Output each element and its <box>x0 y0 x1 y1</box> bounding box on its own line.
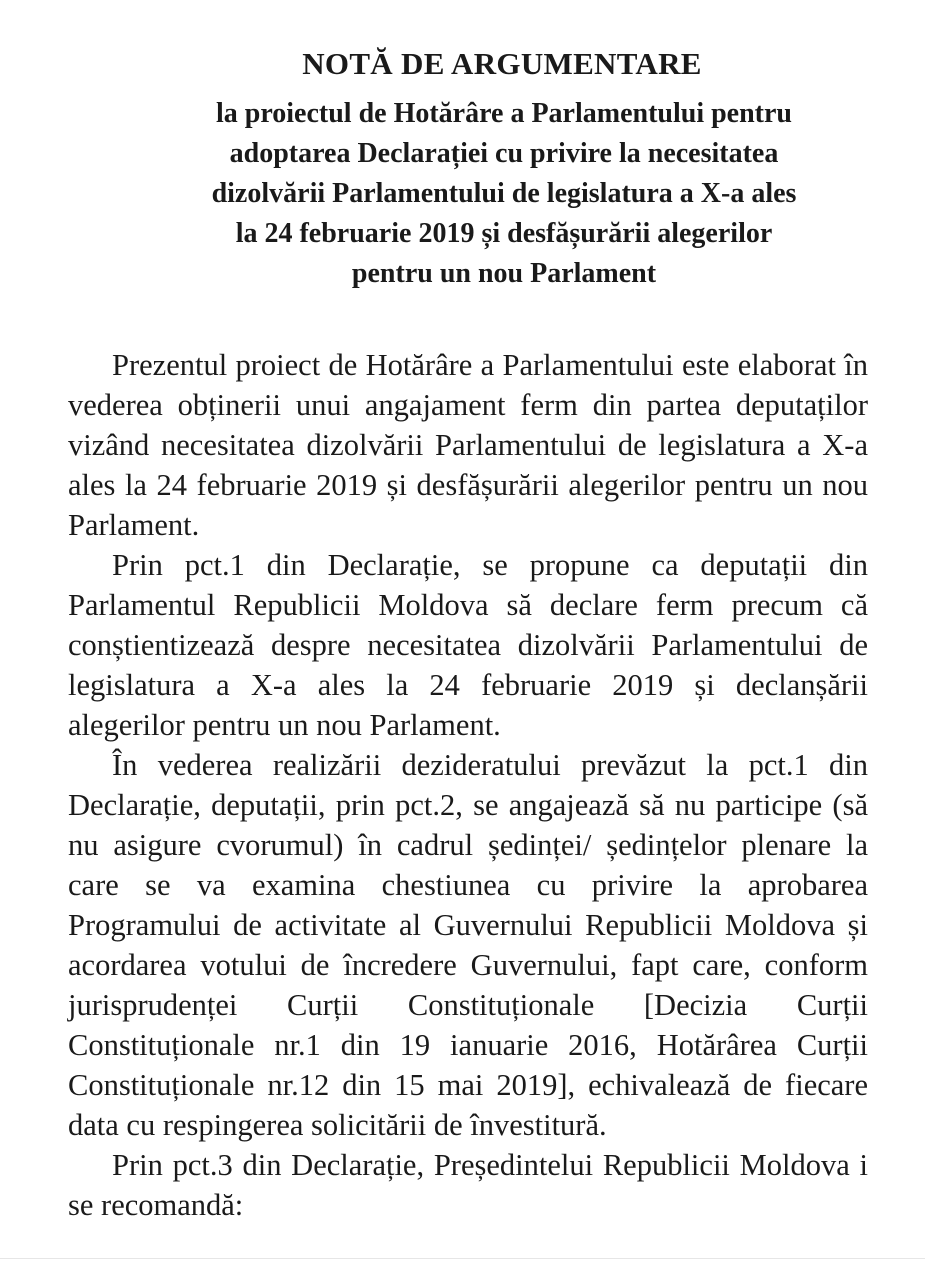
document-title: NOTĂ DE ARGUMENTARE <box>302 46 702 81</box>
subtitle-line: la proiectul de Hotărâre a Parlamentului pentru <box>215 98 793 129</box>
document-subtitle <box>150 94 858 294</box>
subtitle-line: adoptarea Declarației cu privire la necesitatea <box>229 138 779 169</box>
subtitle-line: la 24 februarie 2019 și desfășurării alegerilor <box>235 218 773 249</box>
paragraph: Prezentul proiect de Hotărâre a Parlamentului este elaborat în vederea obținerii unui angajament ferm din partea deputaților vizând necesitatea dizolvării Parlamentului de legislatura a X-a ales la 24 februarie 2019 și desfășurării alegerilor pentru un nou Parlament. <box>68 348 868 542</box>
subtitle-line: pentru un nou Parlament <box>351 258 657 289</box>
document-body <box>68 345 868 1225</box>
subtitle-line: dizolvării Parlamentului de legislatura a X-a ales <box>211 178 797 209</box>
paragraph: Prin pct.3 din Declarație, Președintelui Republicii Moldova i se recomandă: <box>68 1148 868 1222</box>
paragraph: În vederea realizării dezideratului prevăzut la pct.1 din Declarație, deputații, prin pct.2, se angajează să nu participe (să nu asigure cvorumul) în cadrul ședinței/ ședințelor plenare la care se va examina chestiunea cu privire la aprobarea Programului de activitate al Guvernului Republicii Moldova și acordarea votului de încredere Guvernului, fapt care, conform jurisprudenței Curții Constituționale [Decizia Curții Constituționale nr.1 din 19 ianuarie 2016, Hotărârea Curții Constituționale nr.12 din 15 mai 2019], echivalează de fiecare data cu respingerea solicitării de învestitură. <box>68 748 868 1142</box>
paragraph: Prin pct.1 din Declarație, se propune ca deputații din Parlamentul Republicii Moldova să declare ferm precum că conștientizează despre necesitatea dizolvării Parlamentului de legislatura a X-a ales la 24 februarie 2019 și declanșării alegerilor pentru un nou Parlament. <box>68 548 868 742</box>
page-edge-divider <box>0 1258 925 1259</box>
